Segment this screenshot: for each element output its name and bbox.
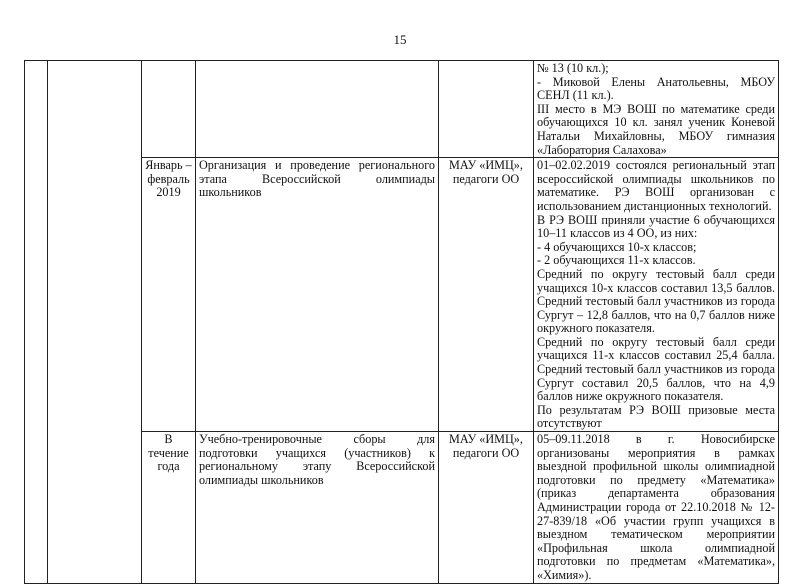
page-number: 15: [393, 32, 407, 47]
result-paragraph: - 2 обучающихся 11-х классов.: [537, 253, 696, 268]
table-row: [25, 61, 779, 158]
number-cell: [25, 61, 48, 584]
direction-cell: [48, 61, 142, 584]
period-cell: [142, 61, 196, 158]
result-paragraph: - Миковой Елены Анатольевны, МБОУ СЕНЛ (11 кл.).: [537, 74, 775, 103]
event-text: Организация и проведение регионального этапа Всероссийской олимпиады школьников: [199, 158, 435, 200]
event-cell: [196, 432, 439, 584]
result-paragraph: Средний по округу тестовый балл среди учащихся 11-х классов составил 25,4 балла. Средний тестовый балл участников из города Сургут составил 20,5 баллов, что на 4,9 баллов ниже окружного показателя.: [537, 334, 775, 404]
responsible-cell: [439, 61, 534, 158]
result-paragraph: № 13 (10 кл.);: [537, 61, 609, 75]
plan-table: [24, 60, 779, 584]
result-paragraph: III место в МЭ ВОШ по математике среди обучающихся 10 кл. занял ученик Коневой Натальи Михайловны, МБОУ гимназия «Лаборатория Салахова»: [537, 101, 775, 157]
result-paragraph: В РЭ ВОШ приняли участие 6 обучающихся 10–11 классов из 4 ОО, из них:: [537, 212, 775, 241]
result-paragraph: По результатам РЭ ВОШ призовые места отсутствуют: [537, 402, 775, 431]
event-cell: [196, 158, 439, 432]
result-cell: [534, 432, 779, 584]
period-cell: Январь – февраль 2019: [142, 158, 196, 432]
event-text: Учебно-тренировочные сборы для подготовки учащихся (участников) к региональному этапу Всероссийской олимпиады школьников: [199, 432, 435, 487]
result-paragraph: Средний по округу тестовый балл среди учащихся 10-х классов составил 13,5 баллов. Средний тестовый балл участников из города Сургут – 12,8 баллов, что на 0,7 баллов ниже окружного показателя.: [537, 266, 775, 336]
event-cell: [196, 61, 439, 158]
responsible-cell: МАУ «ИМЦ», педагоги ОО: [439, 158, 534, 432]
result-paragraph: 05–09.11.2018 в г. Новосибирске организованы мероприятия в рамках выездной профильной школы олимпиадной подготовки по предмету «Математика» (приказ департамента образования Администрации города от 22.10.2018 № 12-27-839/18 «Об участии групп учащихся в выездном тематическом мероприятии «Профильная школа олимпиадной подготовки по предметам «Математика», «Химия»).: [537, 432, 775, 582]
result-paragraph: - 4 обучающихся 10-х классов;: [537, 239, 697, 254]
result-cell: [534, 61, 779, 158]
period-cell: В течение года: [142, 432, 196, 584]
result-paragraph: 01–02.02.2019 состоялся региональный этап всероссийской олимпиады школьников по математике. РЭ ВОШ организован с использованием дистанционных технологий.: [537, 158, 775, 213]
responsible-cell: МАУ «ИМЦ», педагоги ОО: [439, 432, 534, 584]
result-cell: [534, 158, 779, 432]
